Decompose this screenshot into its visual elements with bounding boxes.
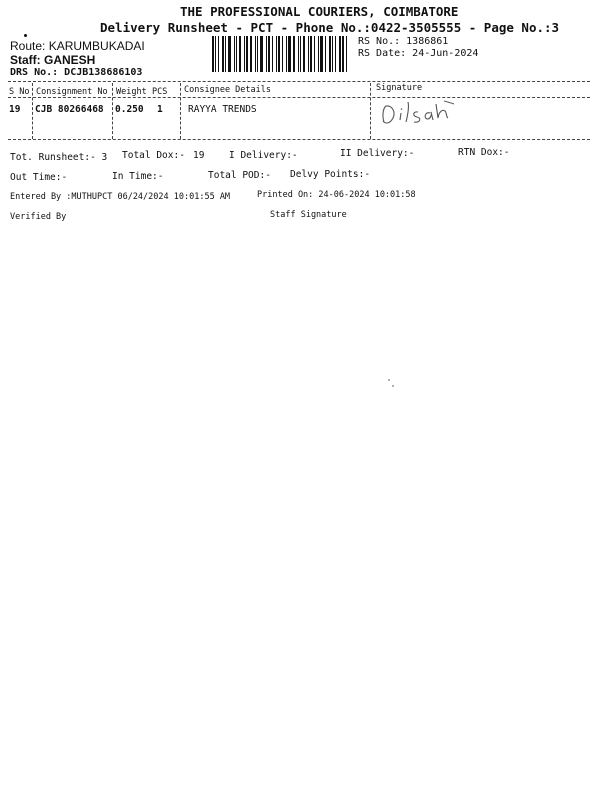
- barcode-bar: [260, 36, 263, 72]
- barcode-bar: [308, 36, 309, 72]
- barcode-bar: [266, 36, 267, 72]
- header-consignee: Consignee Details: [184, 85, 271, 95]
- barcode-bar: [293, 36, 295, 72]
- table-header-rule: [8, 97, 590, 98]
- barcode-bar: [250, 36, 252, 72]
- verified-by: Verified By: [10, 212, 67, 222]
- printed-on: Printed On: 24-06-2024 10:01:58: [257, 190, 416, 200]
- cell-weight: 0.250: [115, 104, 144, 115]
- barcode-bar: [346, 36, 347, 72]
- barcode-bar: [318, 36, 319, 72]
- total-dox-value: 19: [193, 150, 205, 161]
- barcode-bar: [278, 36, 280, 72]
- header-signature: Signature: [376, 83, 423, 93]
- barcode-bar: [329, 36, 331, 72]
- out-time: Out Time:-: [10, 172, 68, 183]
- runsheet-title: Delivery Runsheet - PCT - Phone No.:0422-3505555 - Page No.:3: [100, 20, 560, 35]
- scan-speck: [392, 385, 394, 387]
- barcode-bar: [314, 36, 315, 72]
- handwritten-signature: [378, 96, 478, 134]
- staff-label: Staff: GANESH: [10, 53, 96, 67]
- header-consignment: Consignment No: [36, 87, 108, 97]
- barcode-bar: [246, 36, 248, 72]
- delivery-points: Delvy Points:-: [290, 169, 371, 180]
- barcode-bar: [234, 36, 235, 72]
- staff-signature: Staff Signature: [270, 210, 347, 220]
- cell-consignment: CJB 80266468: [35, 104, 104, 115]
- col-divider: [180, 83, 181, 139]
- drs-number: DRS No.: DCJB138686103: [10, 67, 143, 78]
- barcode-bar: [222, 36, 224, 72]
- barcode-bar: [244, 36, 245, 72]
- barcode-bar: [320, 36, 323, 72]
- header-sno: S No: [9, 87, 30, 97]
- route-label: Route: KARUMBUKADAI: [10, 39, 145, 53]
- barcode-bar: [325, 36, 326, 72]
- total-dox-label: Total Dox:-: [122, 150, 185, 161]
- barcode-bar: [218, 36, 219, 72]
- total-pod: Total POD:-: [208, 170, 271, 181]
- scan-speck: [388, 379, 390, 381]
- header-weight: Weight: [116, 87, 147, 97]
- rs-number: RS No.: 1386861: [358, 36, 449, 47]
- barcode-bar: [298, 36, 299, 72]
- barcode-bar: [255, 36, 256, 72]
- barcode-bar: [303, 36, 305, 72]
- barcode-bar: [225, 36, 226, 72]
- company-title: THE PROFESSIONAL COURIERS, COIMBATORE: [180, 4, 459, 19]
- ink-dot: [24, 34, 27, 37]
- barcode-bar: [228, 36, 231, 72]
- rs-date: RS Date: 24-Jun-2024: [358, 48, 479, 59]
- barcode-bar: [332, 36, 333, 72]
- barcode-bar: [335, 36, 336, 72]
- ii-delivery: II Delivery:-: [340, 148, 415, 159]
- barcode-bar: [212, 36, 214, 72]
- entered-by: Entered By :MUTHUPCT 06/24/2024 10:01:55 AM: [10, 192, 231, 202]
- table-top-rule: [8, 81, 590, 82]
- barcode-bar: [276, 36, 277, 72]
- barcode: [212, 36, 352, 72]
- cell-sno: 19: [9, 104, 21, 115]
- i-delivery: I Delivery:-: [229, 150, 298, 161]
- barcode-bar: [339, 36, 341, 72]
- barcode-bar: [342, 36, 344, 72]
- barcode-bar: [215, 36, 216, 72]
- total-runsheet: Tot. Runsheet:- 3: [10, 152, 108, 163]
- in-time: In Time:-: [112, 171, 164, 182]
- cell-pcs: 1: [157, 104, 163, 115]
- cell-consignee: RAYYA TRENDS: [188, 104, 257, 115]
- barcode-bar: [300, 36, 301, 72]
- barcode-bar: [257, 36, 258, 72]
- barcode-bar: [236, 36, 237, 72]
- barcode-bar: [310, 36, 312, 72]
- rtn-dox: RTN Dox:-: [458, 147, 510, 158]
- barcode-bar: [268, 36, 270, 72]
- barcode-bar: [272, 36, 273, 72]
- col-divider: [112, 83, 113, 139]
- barcode-bar: [286, 36, 287, 72]
- col-divider: [32, 83, 33, 139]
- header-pcs: PCS: [152, 87, 168, 97]
- table-bottom-rule: [8, 139, 590, 140]
- barcode-bar: [288, 36, 291, 72]
- col-divider: [370, 83, 371, 139]
- barcode-bar: [282, 36, 283, 72]
- barcode-bar: [239, 36, 241, 72]
